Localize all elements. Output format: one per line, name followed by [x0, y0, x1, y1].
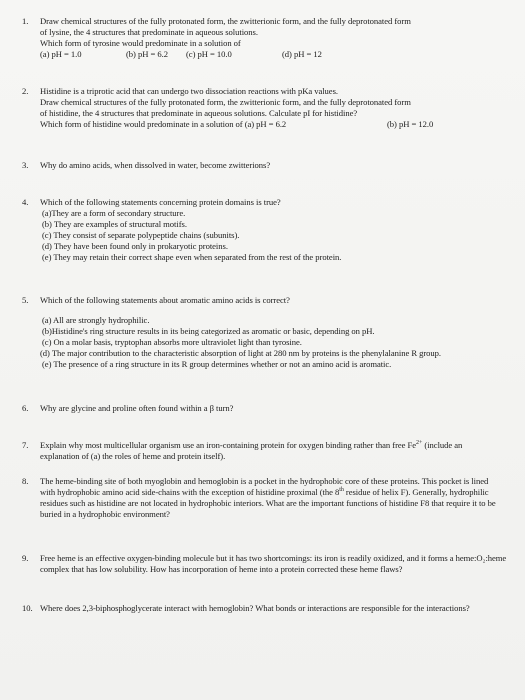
question-text: Histidine is a triprotic acid that can undergo two dissociation reactions with pKa values. — [40, 86, 338, 96]
option-a: (a)They are a form of secondary structure. — [42, 208, 186, 218]
question-text: Which form of tyrosine would predominate in a solution of — [40, 38, 241, 48]
question-text: Explain why most multicellular organism use an iron-containing protein for oxygen binding rather than free $Fe^{2+}$ (include an explanation of (a) the roles of heme and protein itself). — [40, 440, 463, 461]
question-2 — [22, 86, 517, 130]
question-1 — [22, 16, 517, 60]
option-a: (a) pH = 1.0 — [40, 49, 82, 59]
question-number: 6. — [22, 403, 29, 413]
answer-options — [40, 49, 517, 60]
option-b: (b) pH = 6.2 — [126, 49, 168, 59]
question-text: (b) pH = 12.0 — [387, 119, 434, 129]
question-3 — [22, 160, 517, 171]
question-8 — [22, 476, 517, 520]
option-c: (c) pH = 10.0 — [186, 49, 232, 59]
question-text: of histidine, the 4 structures that predominate in aqueous solutions. Calculate pI for histidine? — [40, 108, 358, 118]
option-e: (e) They may retain their correct shape even when separated from the rest of the protein. — [42, 252, 342, 262]
question-number: 3. — [22, 160, 29, 170]
option-c: (c) On a molar basis, tryptophan absorbs more ultraviolet light than tyrosine. — [42, 337, 302, 347]
question-5 — [22, 295, 517, 370]
question-7 — [22, 440, 517, 462]
question-text: The heme-binding site of both myoglobin and hemoglobin is a pocket in the hydrophobic core of these proteins. This pocket is lined with hydrophobic amino acid side-chains with the exception of histidine proximal (the 8th residue of helix F). Generally, hydrophilic residues such as histidine are not located in hydrophobic interiors. What are the important functions of histidine F8 that require it to be buried in a hydrophobic environment? — [40, 476, 496, 519]
question-6 — [22, 403, 517, 414]
option-a: (a) All are strongly hydrophilic. — [42, 315, 150, 325]
option-b: (b)Histidine's ring structure results in its being categorized as aromatic or basic, depending on pH. — [42, 326, 375, 336]
question-text: Which of the following statements about aromatic amino acids is correct? — [40, 295, 290, 305]
question-text: Why do amino acids, when dissolved in water, become zwitterions? — [40, 160, 271, 170]
question-text: Which of the following statements concerning protein domains is true? — [40, 197, 281, 207]
option-d: (d) They have been found only in prokaryotic proteins. — [42, 241, 228, 251]
question-number: 9. — [22, 553, 29, 563]
option-d: (d) The major contribution to the characteristic absorption of light at 280 nm by proteins is the phenylalanine R group. — [40, 348, 441, 358]
question-text: of lysine, the 4 structures that predominate in aqueous solutions. — [40, 27, 258, 37]
option-e: (e) The presence of a ring structure in its R group determines whether or not an amino acid is aromatic. — [42, 359, 392, 369]
question-text: Why are glycine and proline often found within a β turn? — [40, 403, 234, 413]
question-number: 2. — [22, 86, 29, 96]
question-text: Draw chemical structures of the fully protonated form, the zwitterionic form, and the fully deprotonated form — [40, 97, 411, 107]
question-text: Which form of histidine would predominate in a solution of (a) pH = 6.2 — [40, 119, 287, 129]
question-9 — [22, 553, 517, 575]
question-10 — [22, 603, 517, 614]
question-text: Draw chemical structures of the fully protonated form, the zwitterionic form, and the fully deprotonated form — [40, 16, 411, 26]
option-d: (d) pH = 12 — [282, 49, 322, 59]
question-4 — [22, 197, 517, 263]
question-number: 1. — [22, 16, 29, 26]
question-number: 5. — [22, 295, 29, 305]
question-number: 4. — [22, 197, 29, 207]
question-number: 7. — [22, 440, 29, 450]
option-c: (c) They consist of separate polypeptide chains (subunits). — [42, 230, 240, 240]
question-text: Free heme is an effective oxygen-binding molecule but it has two shortcomings: its iron is readily oxidized, and it forms a heme:O₂:heme complex that has low solubility. How has incorporation of heme into a protein corrected these heme flaws? — [40, 553, 507, 574]
question-number: 8. — [22, 476, 29, 486]
question-number: 10. — [22, 603, 33, 613]
option-b: (b) They are examples of structural motifs. — [42, 219, 187, 229]
question-text: Where does 2,3-biphosphoglycerate interact with hemoglobin? What bonds or interactions are responsible for the interactions? — [40, 603, 470, 613]
